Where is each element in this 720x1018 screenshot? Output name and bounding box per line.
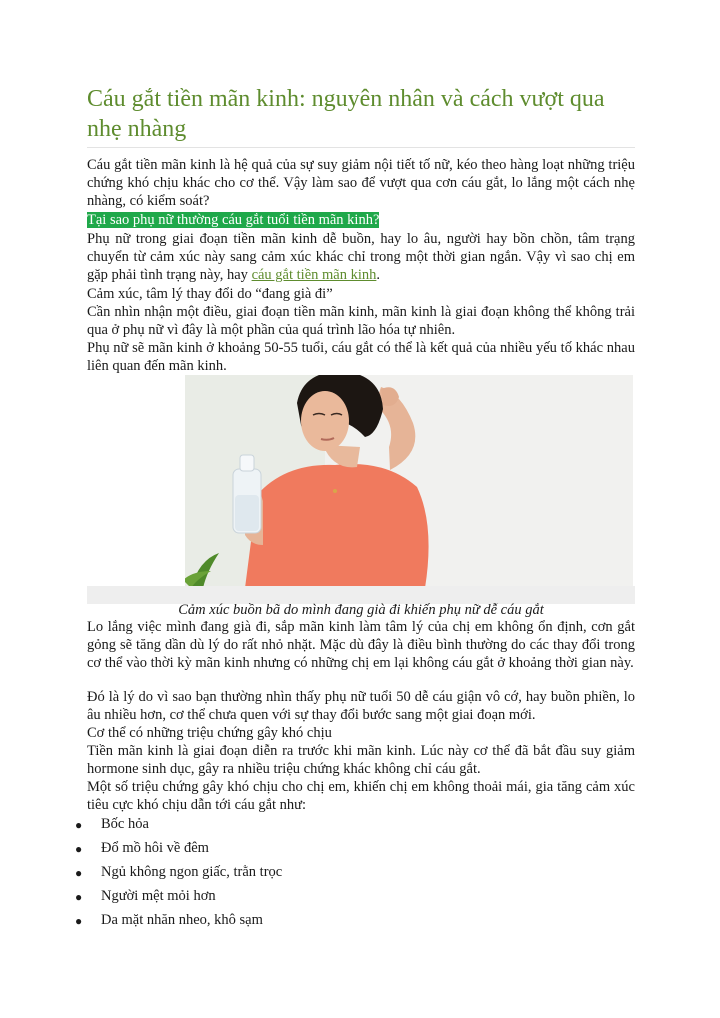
title-divider: [87, 147, 635, 148]
list-item: [75, 863, 282, 887]
paragraph-7: Một số triệu chứng gây khó chịu cho chị em, khiến chị em không thoải mái, gia tăng cảm xúc tiêu cực khó chịu dẫn tới cáu gắt như:: [87, 779, 635, 813]
bullet-icon: ●: [75, 866, 83, 880]
list-item-text: Ngủ không ngon giấc, trằn trọc: [101, 864, 283, 880]
list-item: [75, 887, 282, 911]
list-item: [75, 815, 282, 839]
list-item-text: Người mệt mỏi hơn: [101, 888, 216, 904]
symptom-list: [75, 815, 282, 935]
paragraph-2: Cần nhìn nhận một điều, giai đoạn tiền mãn kinh, mãn kinh là giai đoạn không thể không trải qua ở phụ nữ vì đây là một phần của quá trình lão hóa tự nhiên.: [87, 304, 635, 338]
bullet-icon: ●: [75, 818, 83, 832]
photo-caption: Cảm xúc buồn bã do mình đang già đi khiến phụ nữ dễ cáu gắt: [178, 601, 544, 618]
list-item-text: Da mặt nhăn nheo, khô sạm: [101, 912, 263, 928]
subheading-emotions: Cảm xúc, tâm lý thay đổi do “đang già đi”: [87, 286, 333, 302]
paragraph-1: [87, 230, 635, 284]
list-item: [75, 911, 282, 935]
paragraph-5: Đó là lý do vì sao bạn thường nhìn thấy phụ nữ tuổi 50 dễ cáu giận vô cớ, hay buồn phiền, lo âu nhiều hơn, cơ thể chưa quen với sự thay đổi bước sang một giai đoạn mới.: [87, 689, 635, 723]
highlighted-heading: Tại sao phụ nữ thường cáu gắt tuổi tiền mãn kinh?: [87, 212, 380, 228]
bullet-icon: ●: [75, 914, 83, 928]
bullet-icon: ●: [75, 890, 83, 904]
bullet-icon: ●: [75, 842, 83, 856]
list-item-text: Đổ mồ hôi về đêm: [101, 840, 209, 856]
woman-with-bottle-illustration: [185, 375, 633, 588]
cau-gat-tien-man-kinh-link[interactable]: cáu gắt tiền mãn kinh: [251, 267, 377, 283]
paragraph-4: Lo lắng việc mình đang già đi, sắp mãn kinh làm tâm lý của chị em không ổn định, cơn gắt gỏng sẽ tăng dần dù lý do rất nhỏ nhặt. Mặc dù đây là điều bình thường do các thay đổi trong cơ thể vào thời kỳ mãn kinh nhưng có những chị em lại không cáu gắt ở khoảng thời gian này.: [87, 619, 635, 671]
list-item: [75, 839, 282, 863]
paragraph-6: Tiền mãn kinh là giai đoạn diễn ra trước khi mãn kinh. Lúc này cơ thể đã bắt đầu suy giảm hormone sinh dục, gây ra nhiều triệu chứng khác không chỉ cáu gắt.: [87, 743, 635, 777]
section-heading-why: [87, 211, 635, 229]
list-item-text: Bốc hỏa: [101, 816, 149, 832]
article-photo: [185, 375, 633, 588]
paragraph-3: Phụ nữ sẽ mãn kinh ở khoảng 50-55 tuổi, cáu gắt có thể là kết quả của nhiều yếu tố khác nhau liên quan đến mãn kinh.: [87, 340, 635, 374]
intro-paragraph: Cáu gắt tiền mãn kinh là hệ quả của sự suy giảm nội tiết tố nữ, kéo theo hàng loạt những triệu chứng khó chịu khác cho cơ thể. Vậy làm sao để vượt qua cơn cáu gắt, lo lắng một cách nhẹ nhàng, có kiểm soát?: [87, 157, 635, 209]
subheading-symptoms: Cơ thể có những triệu chứng gây khó chịu: [87, 725, 332, 741]
article-title: Cáu gắt tiền mãn kinh: nguyên nhân và cách vượt qua nhẹ nhàng: [87, 86, 605, 142]
paragraph-1-text: Phụ nữ trong giai đoạn tiền mãn kinh dễ buồn, hay lo âu, người hay bồn chồn, tâm trạng chuyển từ cảm xúc này sang cảm xúc khác chỉ trong một thời gian ngắn. Vậy vì sao chị em gặp phải tình trạng này, hay: [87, 231, 635, 283]
paragraph-1-end: .: [376, 267, 381, 283]
